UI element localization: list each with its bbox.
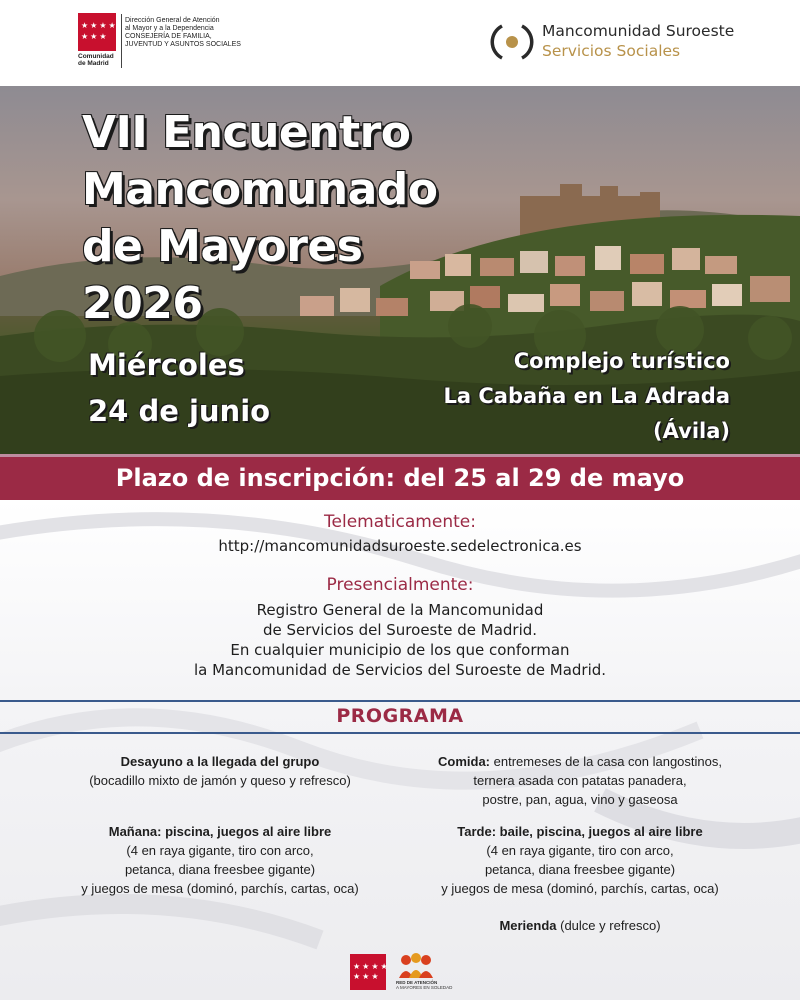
logo-divider — [121, 14, 122, 68]
mancomunidad-name: Mancomunidad Suroeste — [542, 22, 735, 40]
hero-banner — [0, 86, 800, 454]
comunidad-name: Comunidad de Madrid — [78, 53, 114, 67]
programa-snack: Merienda (dulce y refresco) — [499, 918, 661, 933]
programa-bottom-rule — [0, 732, 800, 734]
inperson-registration-heading: Presencialmente: — [326, 575, 474, 595]
mancomunidad-logo — [490, 18, 750, 68]
programa-top-rule — [0, 700, 800, 702]
programa-lunch: Comida: entremeses de la casa con langostinos, ternera asada con patatas panadera, postre, pan, agua, vino y gaseosa — [438, 754, 722, 807]
comunidad-department: Dirección General de Atención al Mayor y a la Dependencia CONSEJERÍA DE FAMILIA, JUVENTUD Y ASUNTOS SOCIALES — [125, 17, 241, 48]
programa-breakfast: Desayuno a la llegada del grupo (bocadillo mixto de jamón y queso y refresco) — [89, 754, 351, 788]
red-atencion-logo — [396, 952, 453, 994]
programa-title: PROGRAMA — [336, 705, 464, 727]
event-location: Complejo turístico La Cabaña en La Adrada (Ávila) — [443, 349, 730, 443]
event-title: VII Encuentro Mancomunado de Mayores 2026 — [82, 107, 438, 329]
programa-afternoon: Tarde: baile, piscina, juegos al aire libre (4 en raya gigante, tiro con arco, petanca, diana freesbee gigante) y juegos de mesa (dominó, parchís, cartas, oca) — [441, 824, 719, 896]
red-atencion-text: RED DE ATENCIÓN A MAYORES EN SOLEDAD — [396, 980, 453, 990]
header — [0, 0, 800, 86]
event-date: Miércoles 24 de junio — [88, 348, 271, 428]
registration-deadline-banner: Plazo de inscripción: del 25 al 29 de mayo — [0, 454, 800, 500]
footer-madrid-flag-icon: ★ ★ ★ ★ ★ ★ ★ — [350, 954, 386, 990]
programa-morning: Mañana: piscina, juegos al aire libre (4 en raya gigante, tiro con arco, petanca, diana freesbee gigante) y juegos de mesa (dominó, parchís, cartas, oca) — [81, 824, 359, 896]
red-atencion-people-icon — [396, 952, 436, 980]
content-area — [0, 500, 800, 1000]
mancomunidad-mark-icon — [490, 20, 534, 64]
madrid-flag-icon: ★ ★ ★ ★ ★ ★ ★ — [78, 13, 116, 51]
inperson-registration-text: Registro General de la Mancomunidad de Servicios del Suroeste de Madrid. En cualquier municipio de los que conforman la Mancomunidad de Servicios del Suroeste de Madrid. — [193, 601, 607, 679]
comunidad-madrid-logo — [78, 13, 118, 69]
online-registration-url[interactable]: http://mancomunidadsuroeste.sedelectronica.es — [218, 537, 582, 555]
mancomunidad-subtitle: Servicios Sociales — [542, 42, 681, 60]
online-registration-heading: Telematicamente: — [324, 512, 476, 532]
